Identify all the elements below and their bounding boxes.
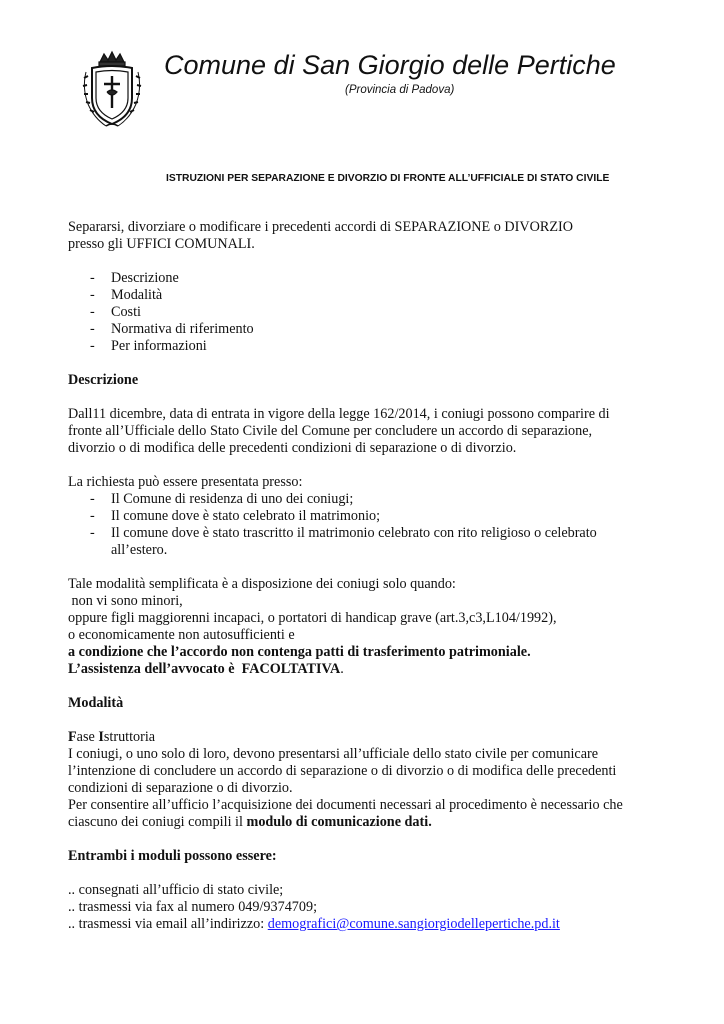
- intro-line: presso gli UFFICI COMUNALI.: [68, 236, 255, 252]
- moduli-heading: Entrambi i moduli possono essere:: [68, 848, 277, 864]
- paragraph-line: l’intenzione di concludere un accordo di separazione o di divorzio o di modifica delle precedenti: [68, 763, 617, 779]
- paragraph-line: oppure figli maggiorenni incapaci, o portatori di handicap grave (art.3,c3,L104/1992),: [68, 610, 557, 626]
- bold-condition-line: a condizione che l’accordo non contenga patti di trasferimento patrimoniale.: [68, 644, 531, 660]
- istruttoria-initial: I: [98, 729, 104, 745]
- document-body: [68, 219, 668, 933]
- paragraph-line: non vi sono minori,: [68, 593, 183, 609]
- lawyer-text: L’assistenza dell’avvocato è FACOLTATIVA: [68, 661, 341, 677]
- list-item: - Il comune dove è stato trascritto il matrimonio celebrato con rito religioso o celebrato: [68, 525, 668, 542]
- toc-item: - Normativa di riferimento: [68, 321, 668, 338]
- modulo-line-text: ciascuno dei coniugi compili il: [68, 814, 247, 830]
- paragraph-line: fronte all’Ufficiale dello Stato Civile del Comune per concludere un accordo di separazione,: [68, 423, 593, 439]
- paragraph-line: I coniugi, o uno solo di loro, devono presentarsi all’ufficiale dello stato civile per comunicare: [68, 746, 599, 762]
- email-link[interactable]: demografici@comune.sangiorgiodellepertiche.pd.it: [267, 916, 560, 932]
- municipal-crest-icon: [78, 48, 146, 130]
- list-item: - Il Comune di residenza di uno dei coniugi;: [68, 491, 668, 508]
- paragraph-line: divorzio o di modifica delle precedenti condizioni di separazione o di divorzio.: [68, 440, 517, 456]
- paragraph-line: [68, 814, 668, 831]
- table-of-contents: [68, 270, 668, 355]
- paragraph-line: condizioni di separazione o di divorzio.: [68, 780, 293, 796]
- document-title: ISTRUZIONI PER SEPARAZIONE E DIVORZIO DI FRONTE ALL’UFFICIALE DI STATO CIVILE: [166, 173, 610, 184]
- section-heading-descrizione: Descrizione: [68, 372, 139, 388]
- paragraph-line: o economicamente non autosufficienti e: [68, 627, 295, 643]
- intro-line: Separarsi, divorziare o modificare i precedenti accordi di SEPARAZIONE o DIVORZIO: [68, 219, 573, 235]
- fase-istruttoria-label: [68, 729, 668, 746]
- paragraph-line: Dall11 dicembre, data di entrata in vigore della legge 162/2014, i coniugi possono comparire di: [68, 406, 610, 422]
- moduli-item: .. consegnati all’ufficio di stato civile;: [68, 882, 284, 898]
- period: .: [340, 661, 344, 677]
- paragraph-line: Tale modalità semplificata è a disposizione dei coniugi solo quando:: [68, 576, 456, 592]
- paragraph-line: La richiesta può essere presentata presso:: [68, 474, 303, 490]
- list-item-continuation: all’estero.: [111, 542, 168, 558]
- moduli-item: .. trasmessi via fax al numero 049/9374709;: [68, 899, 318, 915]
- municipality-title: Comune di San Giorgio delle Pertiche: [164, 50, 616, 80]
- email-prefix: .. trasmessi via email all’indirizzo:: [68, 916, 268, 932]
- paragraph-line: Per consentire all’ufficio l’acquisizione dei documenti necessari al procedimento è necessario che: [68, 797, 623, 813]
- fase-initial: F: [68, 729, 77, 745]
- list-item: - Il comune dove è stato celebrato il matrimonio;: [68, 508, 668, 525]
- toc-item: - Per informazioni: [68, 338, 668, 355]
- modulo-name: modulo di comunicazione dati.: [246, 814, 432, 830]
- toc-item: - Costi: [68, 304, 668, 321]
- richiesta-list: [68, 491, 668, 542]
- toc-item: - Modalità: [68, 287, 668, 304]
- section-heading-modalita: Modalità: [68, 695, 124, 711]
- province-subtitle: (Provincia di Padova): [345, 84, 455, 96]
- toc-item: - Descrizione: [68, 270, 668, 287]
- istruttoria-text: struttoria: [103, 729, 156, 745]
- bold-lawyer-line: [68, 661, 668, 678]
- fase-text: ase: [76, 729, 99, 745]
- moduli-item: [68, 916, 668, 933]
